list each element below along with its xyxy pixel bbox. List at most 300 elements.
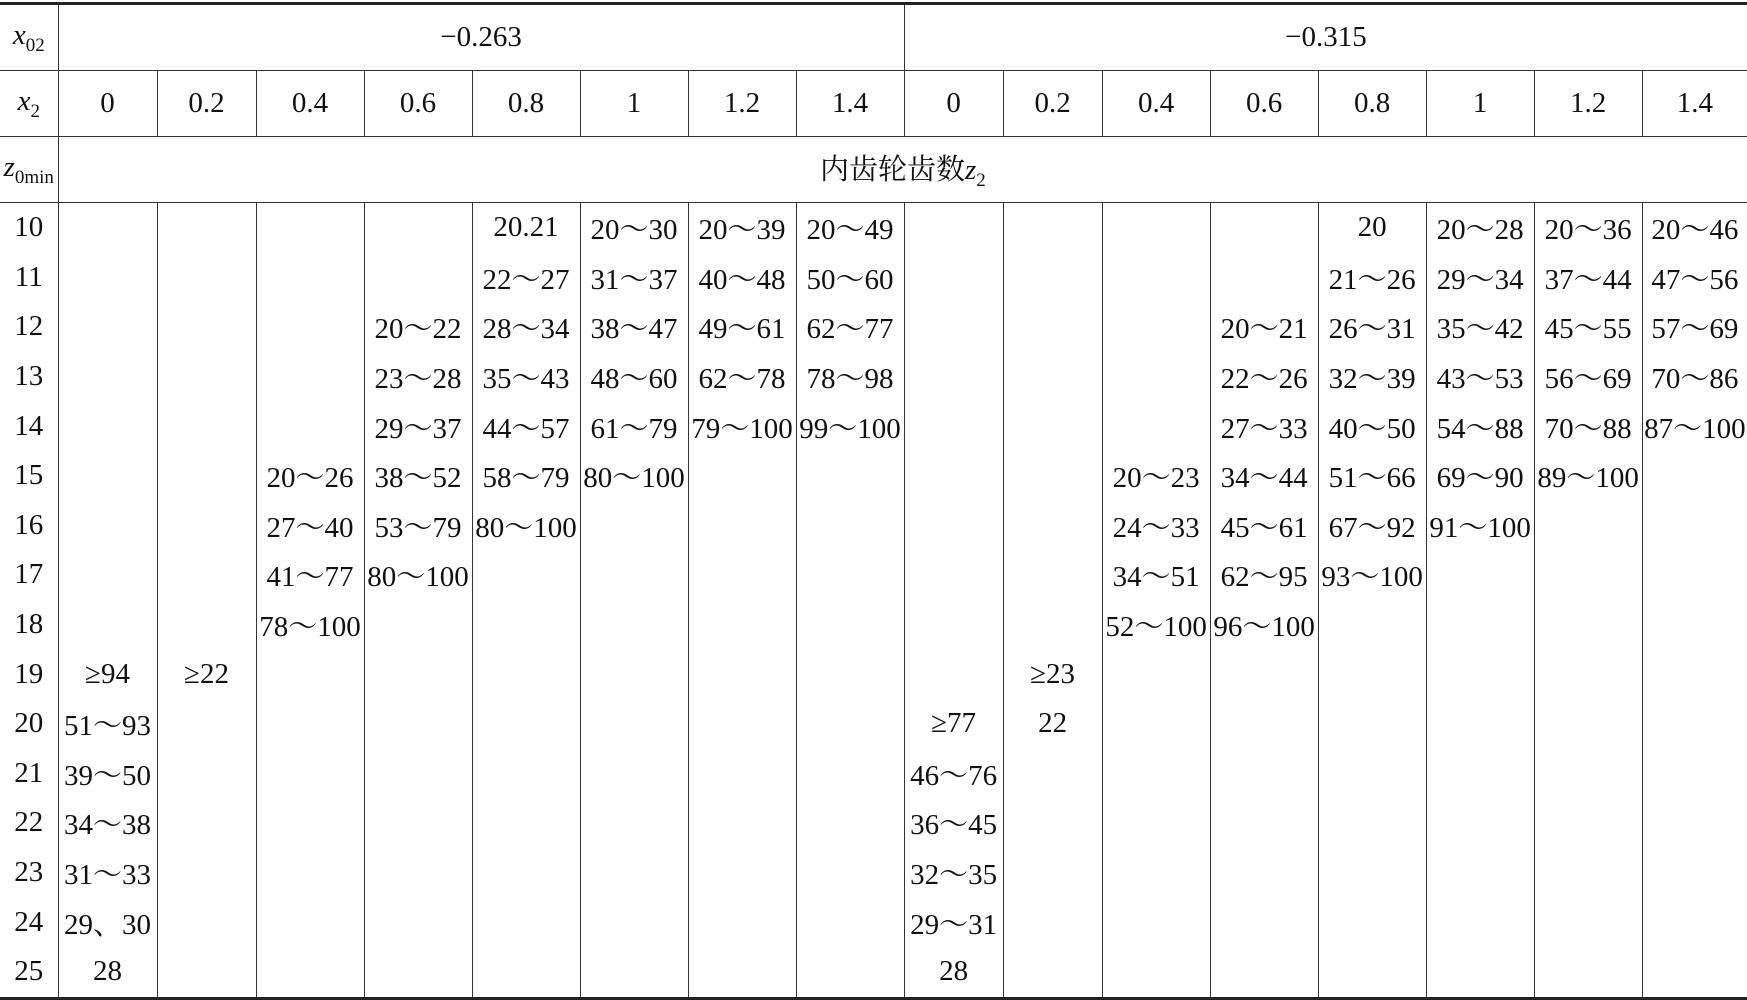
table-cell — [580, 749, 688, 799]
table-row — [0, 550, 1747, 600]
table-cell — [1102, 947, 1210, 998]
table-cell — [904, 451, 1003, 501]
table-cell — [1642, 699, 1747, 749]
table-cell — [1102, 798, 1210, 848]
table-cell: 44～57 — [472, 401, 580, 451]
table-cell — [1003, 302, 1102, 352]
table-cell — [904, 352, 1003, 402]
table-cell: 27～40 — [256, 501, 364, 551]
table-cell — [1318, 897, 1426, 947]
table-cell — [256, 798, 364, 848]
x2-header-cell: 0 — [904, 71, 1003, 137]
table-row — [0, 352, 1747, 402]
table-cell: 53～79 — [364, 501, 472, 551]
table-cell — [157, 401, 256, 451]
table-cell: 38～47 — [580, 302, 688, 352]
x2-header-cell: 1.4 — [796, 71, 904, 137]
table-cell: 28 — [904, 947, 1003, 998]
table-cell — [157, 798, 256, 848]
table-cell — [904, 203, 1003, 253]
table-cell: 22 — [1003, 699, 1102, 749]
table-cell — [1210, 749, 1318, 799]
table-cell — [1102, 203, 1210, 253]
table-cell — [580, 699, 688, 749]
x2-header-cell: 0.8 — [1318, 71, 1426, 137]
table-cell: 22～27 — [472, 253, 580, 303]
table-cell — [580, 600, 688, 650]
table-cell — [796, 749, 904, 799]
table-cell — [796, 600, 904, 650]
z0min-value: 25 — [0, 947, 58, 998]
table-cell — [256, 897, 364, 947]
table-cell: 57～69 — [1642, 302, 1747, 352]
table-cell — [1102, 848, 1210, 898]
table-cell — [1426, 699, 1534, 749]
table-cell: 41～77 — [256, 550, 364, 600]
table-cell — [157, 203, 256, 253]
group-header-1: −0.263 — [58, 4, 904, 71]
table-cell — [157, 848, 256, 898]
table-cell: 34～38 — [58, 798, 157, 848]
table-cell: 48～60 — [580, 352, 688, 402]
table-cell: 61～79 — [580, 401, 688, 451]
table-cell: 20～28 — [1426, 203, 1534, 253]
table-cell — [1318, 749, 1426, 799]
table-cell: 20～22 — [364, 302, 472, 352]
table-cell — [1003, 798, 1102, 848]
table-cell: 38～52 — [364, 451, 472, 501]
table-cell — [1318, 699, 1426, 749]
z0min-value: 11 — [0, 253, 58, 303]
table-cell: 50～60 — [796, 253, 904, 303]
table-cell — [1426, 947, 1534, 998]
table-cell — [1534, 501, 1642, 551]
table-cell: 35～42 — [1426, 302, 1534, 352]
x2-header-cell: 0.4 — [1102, 71, 1210, 137]
table-cell: 20 — [1318, 203, 1426, 253]
table-cell: 96～100 — [1210, 600, 1318, 650]
table-cell: 36～45 — [904, 798, 1003, 848]
table-cell — [1534, 699, 1642, 749]
table-cell: 28～34 — [472, 302, 580, 352]
table-cell — [1210, 203, 1318, 253]
table-cell — [1102, 401, 1210, 451]
min-cutter-teeth-table — [0, 2, 1747, 1000]
table-row — [0, 203, 1747, 253]
table-cell: 80～100 — [580, 451, 688, 501]
header-row-x2 — [0, 71, 1747, 137]
table-cell — [58, 600, 157, 650]
table-cell — [1426, 649, 1534, 699]
table-cell — [364, 649, 472, 699]
x2-header-cell: 1.4 — [1642, 71, 1747, 137]
table-cell: 31～37 — [580, 253, 688, 303]
table-cell: 32～39 — [1318, 352, 1426, 402]
table-cell — [157, 451, 256, 501]
table-cell — [1210, 947, 1318, 998]
table-cell: 46～76 — [904, 749, 1003, 799]
table-cell — [157, 253, 256, 303]
row-label-x2: $x_2$ — [0, 71, 58, 137]
header-row-z0min — [0, 137, 1747, 203]
table-cell — [1642, 947, 1747, 998]
table-row — [0, 401, 1747, 451]
table-cell — [157, 897, 256, 947]
table-cell — [1642, 848, 1747, 898]
z0min-value: 13 — [0, 352, 58, 402]
table-cell — [472, 897, 580, 947]
table-cell — [580, 501, 688, 551]
table-cell: 69～90 — [1426, 451, 1534, 501]
table-row — [0, 649, 1747, 699]
table-cell — [1318, 848, 1426, 898]
x2-header-cell: 1 — [1426, 71, 1534, 137]
table-cell — [1426, 749, 1534, 799]
x2-header-cell: 0.2 — [1003, 71, 1102, 137]
table-cell: 28 — [58, 947, 157, 998]
table-cell — [472, 749, 580, 799]
z0min-value: 19 — [0, 649, 58, 699]
table-row — [0, 451, 1747, 501]
table-cell: 79～100 — [688, 401, 796, 451]
z0min-value: 14 — [0, 401, 58, 451]
table-cell: 39～50 — [58, 749, 157, 799]
x2-header-cell: 1.2 — [688, 71, 796, 137]
table-cell — [1426, 848, 1534, 898]
table-cell — [796, 550, 904, 600]
table-cell — [1426, 798, 1534, 848]
table-cell — [1102, 253, 1210, 303]
table-cell — [904, 501, 1003, 551]
table-cell — [1318, 947, 1426, 998]
table-cell — [1534, 749, 1642, 799]
table-cell — [1318, 798, 1426, 848]
table-cell — [1534, 848, 1642, 898]
table-cell: 62～77 — [796, 302, 904, 352]
x2-header-cell: 0.6 — [1210, 71, 1318, 137]
table-cell — [1534, 897, 1642, 947]
table-row — [0, 501, 1747, 551]
table-cell — [1534, 649, 1642, 699]
table-row — [0, 798, 1747, 848]
table-cell — [472, 798, 580, 848]
table-cell — [580, 897, 688, 947]
table-cell — [1426, 897, 1534, 947]
table-cell — [1003, 749, 1102, 799]
table-cell — [58, 203, 157, 253]
z0min-value: 24 — [0, 897, 58, 947]
table-cell — [1642, 798, 1747, 848]
table-row — [0, 302, 1747, 352]
table-cell — [1210, 848, 1318, 898]
table-cell: 56～69 — [1534, 352, 1642, 402]
table-cell — [796, 947, 904, 998]
table-cell — [256, 352, 364, 402]
x2-header-cell: 0.4 — [256, 71, 364, 137]
table-cell: 20～49 — [796, 203, 904, 253]
table-cell — [256, 699, 364, 749]
table-cell — [364, 897, 472, 947]
table-cell — [58, 302, 157, 352]
table-cell — [364, 848, 472, 898]
table-cell: 31～33 — [58, 848, 157, 898]
table-cell — [1102, 897, 1210, 947]
table-cell — [364, 749, 472, 799]
table-cell: 27～33 — [1210, 401, 1318, 451]
table-cell — [364, 798, 472, 848]
table-cell — [796, 649, 904, 699]
table-cell — [256, 401, 364, 451]
table-cell — [904, 649, 1003, 699]
table-cell: 35～43 — [472, 352, 580, 402]
x2-header-cell: 0.2 — [157, 71, 256, 137]
table-cell: 20～23 — [1102, 451, 1210, 501]
table-cell: 29～37 — [364, 401, 472, 451]
table-cell — [364, 203, 472, 253]
table-cell — [580, 649, 688, 699]
x2-header-cell: 1.2 — [1534, 71, 1642, 137]
table-cell — [364, 947, 472, 998]
table-cell: 34～44 — [1210, 451, 1318, 501]
table-cell: 20～36 — [1534, 203, 1642, 253]
table-cell — [580, 947, 688, 998]
table-cell — [157, 352, 256, 402]
group-header-2: −0.315 — [904, 4, 1747, 71]
table-cell: 45～61 — [1210, 501, 1318, 551]
table-cell: 52～100 — [1102, 600, 1210, 650]
z0min-value: 23 — [0, 848, 58, 898]
table-cell — [157, 550, 256, 600]
table-row — [0, 699, 1747, 749]
table-cell — [904, 550, 1003, 600]
table-cell — [796, 848, 904, 898]
table-cell: 93～100 — [1318, 550, 1426, 600]
table-cell: 20～26 — [256, 451, 364, 501]
table-cell — [472, 550, 580, 600]
table-cell — [688, 848, 796, 898]
table-cell — [256, 302, 364, 352]
table-cell — [157, 947, 256, 998]
table-cell: 23～28 — [364, 352, 472, 402]
table-cell — [688, 897, 796, 947]
table-cell: 21～26 — [1318, 253, 1426, 303]
table-cell: 70～88 — [1534, 401, 1642, 451]
table-cell: 49～61 — [688, 302, 796, 352]
x2-header-cell: 0.6 — [364, 71, 472, 137]
table-cell — [904, 302, 1003, 352]
table-cell: 32～35 — [904, 848, 1003, 898]
table-cell — [364, 699, 472, 749]
table-cell — [1003, 848, 1102, 898]
table-cell — [1534, 550, 1642, 600]
table-cell: 22～26 — [1210, 352, 1318, 402]
table-cell — [1318, 600, 1426, 650]
table-cell: 37～44 — [1534, 253, 1642, 303]
table-cell — [1003, 203, 1102, 253]
table-cell — [1003, 352, 1102, 402]
table-cell — [1003, 451, 1102, 501]
table-cell — [472, 649, 580, 699]
table-row — [0, 749, 1747, 799]
x2-header-cell: 1 — [580, 71, 688, 137]
table-cell: 29～31 — [904, 897, 1003, 947]
table-cell — [157, 699, 256, 749]
table-cell — [688, 600, 796, 650]
table-cell — [1426, 550, 1534, 600]
table-row — [0, 600, 1747, 650]
table-cell — [688, 649, 796, 699]
table-cell — [256, 649, 364, 699]
z0min-value: 17 — [0, 550, 58, 600]
table-cell: ≥94 — [58, 649, 157, 699]
table-cell — [58, 253, 157, 303]
table-cell — [1102, 302, 1210, 352]
table-cell — [1003, 253, 1102, 303]
table-cell — [1210, 649, 1318, 699]
z0min-value: 12 — [0, 302, 58, 352]
table-cell — [157, 600, 256, 650]
table-cell: 70～86 — [1642, 352, 1747, 402]
table-row — [0, 253, 1747, 303]
table-cell — [904, 600, 1003, 650]
table-cell: 51～93 — [58, 699, 157, 749]
table-cell — [1003, 947, 1102, 998]
table-cell: 20～46 — [1642, 203, 1747, 253]
table-cell — [688, 749, 796, 799]
table-cell — [688, 550, 796, 600]
table-cell — [58, 550, 157, 600]
table-cell: ≥23 — [1003, 649, 1102, 699]
table-cell: 58～79 — [472, 451, 580, 501]
table-cell: 67～92 — [1318, 501, 1426, 551]
table-cell — [364, 253, 472, 303]
table-cell: ≥77 — [904, 699, 1003, 749]
z0min-value: 15 — [0, 451, 58, 501]
table-cell — [1003, 897, 1102, 947]
table-cell — [58, 352, 157, 402]
table-cell — [688, 699, 796, 749]
table-cell — [796, 451, 904, 501]
table-cell — [1642, 600, 1747, 650]
table-row — [0, 897, 1747, 947]
table-cell: 78～98 — [796, 352, 904, 402]
table-cell — [256, 749, 364, 799]
table-cell — [688, 947, 796, 998]
z0min-value: 22 — [0, 798, 58, 848]
table-row — [0, 947, 1747, 998]
table-cell: 29～34 — [1426, 253, 1534, 303]
table-cell — [1642, 451, 1747, 501]
table-cell: 45～55 — [1534, 302, 1642, 352]
table-cell — [157, 302, 256, 352]
table-cell: 54～88 — [1426, 401, 1534, 451]
table-cell — [472, 699, 580, 749]
table-cell — [688, 451, 796, 501]
x2-header-cell: 0 — [58, 71, 157, 137]
table-cell — [1426, 600, 1534, 650]
table-cell — [1642, 897, 1747, 947]
table-cell — [1318, 649, 1426, 699]
table-cell: 80～100 — [364, 550, 472, 600]
table-cell: 43～53 — [1426, 352, 1534, 402]
table-cell: 62～95 — [1210, 550, 1318, 600]
table-cell — [1534, 798, 1642, 848]
row-label-z0min: $z_{0min}$ — [0, 137, 58, 203]
table-cell — [1642, 501, 1747, 551]
table-cell — [1102, 749, 1210, 799]
table-cell — [1003, 501, 1102, 551]
table-cell: 20～30 — [580, 203, 688, 253]
table-cell — [256, 947, 364, 998]
z0min-value: 16 — [0, 501, 58, 551]
table-cell — [904, 253, 1003, 303]
table-cell — [1102, 699, 1210, 749]
table-cell: 24～33 — [1102, 501, 1210, 551]
table-cell: 29、30 — [58, 897, 157, 947]
table-cell: 20.21 — [472, 203, 580, 253]
table-cell: 87～100 — [1642, 401, 1747, 451]
table-cell — [580, 798, 688, 848]
table-cell — [256, 253, 364, 303]
table-cell: 80～100 — [472, 501, 580, 551]
table-cell — [796, 798, 904, 848]
table-cell — [157, 749, 256, 799]
table-cell: ≥22 — [157, 649, 256, 699]
table-cell — [1003, 401, 1102, 451]
table-cell — [157, 501, 256, 551]
header-row-x02 — [0, 4, 1747, 71]
z0min-value: 20 — [0, 699, 58, 749]
table-cell — [1210, 897, 1318, 947]
table-cell — [1534, 947, 1642, 998]
table-cell — [580, 550, 688, 600]
table-cell — [472, 600, 580, 650]
table-cell — [256, 848, 364, 898]
table-cell — [58, 501, 157, 551]
internal-gear-teeth-label: 内齿轮齿数$z_2$ — [58, 137, 1747, 203]
x2-header-cell: 0.8 — [472, 71, 580, 137]
table-cell — [1003, 600, 1102, 650]
table-row — [0, 848, 1747, 898]
table-cell — [256, 203, 364, 253]
z0min-value: 10 — [0, 203, 58, 253]
row-label-x02: $x_{02}$ — [0, 4, 58, 71]
table-cell — [796, 501, 904, 551]
table-cell — [688, 501, 796, 551]
table-cell: 20～39 — [688, 203, 796, 253]
table-cell — [1642, 649, 1747, 699]
table-cell — [1102, 352, 1210, 402]
table-cell — [472, 947, 580, 998]
table-cell: 40～50 — [1318, 401, 1426, 451]
table-cell: 62～78 — [688, 352, 796, 402]
table-cell: 47～56 — [1642, 253, 1747, 303]
z0min-value: 21 — [0, 749, 58, 799]
table-cell — [1642, 550, 1747, 600]
table-cell: 89～100 — [1534, 451, 1642, 501]
table-cell: 51～66 — [1318, 451, 1426, 501]
table-cell — [580, 848, 688, 898]
table-cell — [58, 401, 157, 451]
table-cell — [904, 401, 1003, 451]
table-cell — [1003, 550, 1102, 600]
table-cell — [1534, 600, 1642, 650]
table-cell — [1102, 649, 1210, 699]
table-cell — [1642, 749, 1747, 799]
table-cell — [58, 451, 157, 501]
table-cell — [472, 848, 580, 898]
table-cell: 26～31 — [1318, 302, 1426, 352]
